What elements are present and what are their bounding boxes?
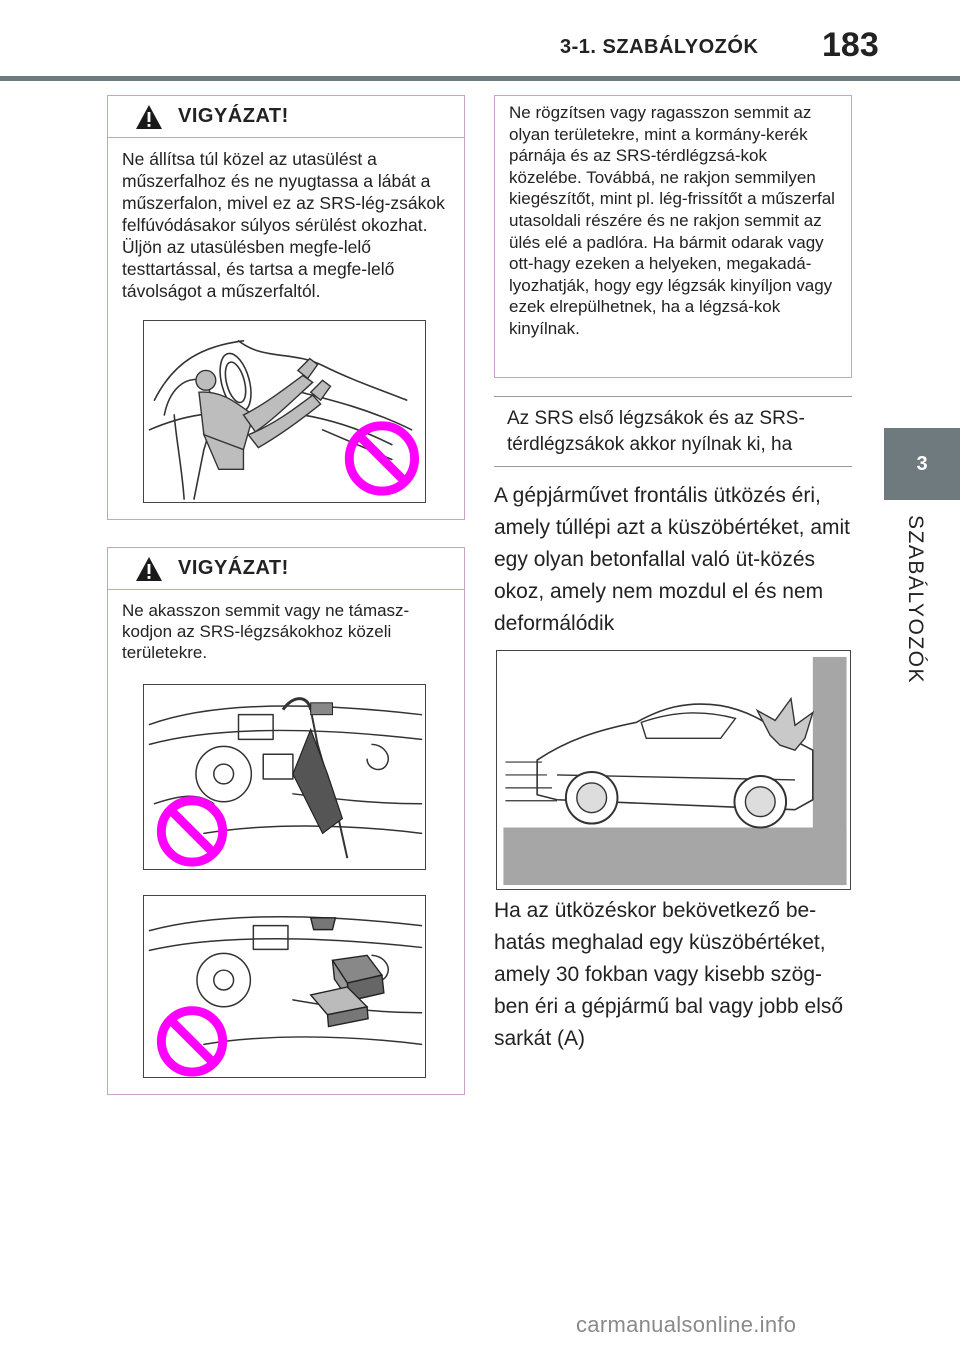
section-title: 3-1. SZABÁLYOZÓK bbox=[560, 36, 759, 58]
chapter-number: 3 bbox=[916, 452, 928, 475]
objects-on-dashboard-drawing bbox=[144, 896, 425, 1077]
header-rule bbox=[0, 76, 960, 81]
page-number: 183 bbox=[822, 26, 879, 64]
warning-text-continued: Ne rögzítsen vagy ragasszon semmit az olyan területekre, mint a kormány-kerék párnája és az SRS-térdlégzsá-kok közelébe. Továbbá, ne rakjon semmilyen kiegészítőt, mint pl. lég-frissítőt a műszerfal utasoldali részére és ne rakjon semmit az ülés elé a padlóra. Ha bármit odarak vagy ott-hagy ezeken a helyeken, megakadá-lyozhatják, hogy egy légzsák kinyíljon vagy ezek elrepülhetnek, ha a légzsá-kok kinyílnak. bbox=[509, 103, 835, 338]
paragraph-angled-collision: Ha az ütközéskor bekövetkező be-hatás meghalad egy küszöbértéket, amely 30 fokban vagy kisebb szög-ben éri a gépjármű bal vagy jobb első sarkát (A) bbox=[494, 899, 844, 1050]
warning-text: Ne akasszon semmit vagy ne támasz-kodjon az SRS-légzsákokhoz közeli területekre. bbox=[122, 601, 410, 662]
frontal-crash-drawing bbox=[497, 651, 850, 889]
subheading: Az SRS első légzsákok és az SRS-térdlégzsákok akkor nyílnak ki, ha bbox=[494, 396, 852, 467]
umbrella-hanging-drawing bbox=[144, 685, 425, 869]
chapter-label: SZABÁLYOZÓK bbox=[904, 515, 927, 684]
illustration-frontal-crash bbox=[496, 650, 851, 890]
warning-triangle-icon bbox=[134, 103, 164, 131]
warning-header bbox=[108, 96, 464, 138]
paragraph-frontal-collision: A gépjárművet frontális ütközés éri, amely túllépi azt a küszöbértéket, amit egy olyan betonfallal való üt-közés okoz, amely nem mozdul el és nem deformálódik bbox=[494, 484, 850, 635]
illustration-feet-on-dashboard bbox=[143, 320, 426, 503]
chapter-tab[interactable] bbox=[884, 428, 960, 500]
illustration-umbrella-hanging bbox=[143, 684, 426, 870]
feet-on-dashboard-drawing bbox=[144, 321, 425, 502]
warning-text: Ne állítsa túl közel az utasülést a műszerfalhoz és ne nyugtassa a lábát a műszerfalon, mivel ez az SRS-lég-zsákok felfúvódásakor súlyos sérülést okozhat. Üljön az utasülésben megfe-lelő testtartással, és tartsa a megfe-lelő távolságot a műszerfaltól. bbox=[122, 149, 445, 301]
warning-title: VIGYÁZAT! bbox=[178, 105, 289, 127]
footer-watermark: carmanualsonline.info bbox=[576, 1312, 797, 1337]
warning-box-continued bbox=[494, 95, 852, 378]
warning-triangle-icon bbox=[134, 555, 164, 583]
warning-header bbox=[108, 548, 464, 590]
illustration-objects-on-dashboard bbox=[143, 895, 426, 1078]
warning-title: VIGYÁZAT! bbox=[178, 557, 289, 579]
